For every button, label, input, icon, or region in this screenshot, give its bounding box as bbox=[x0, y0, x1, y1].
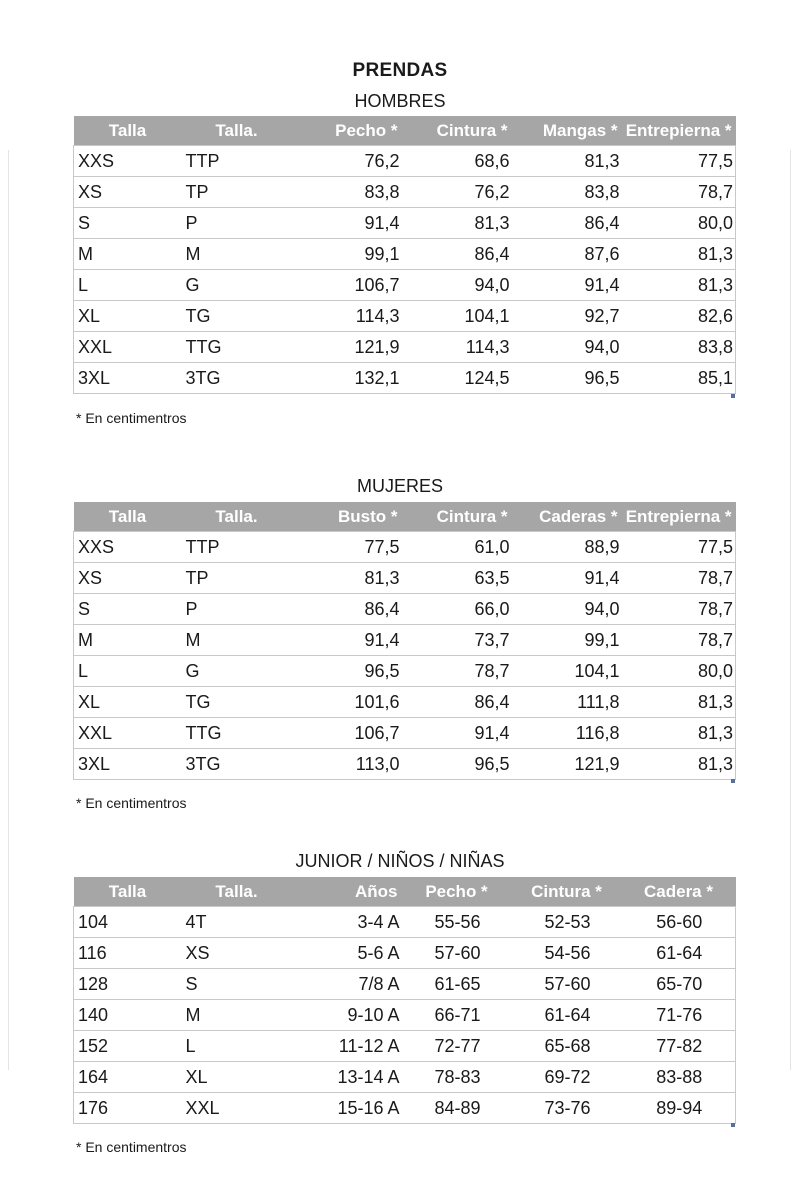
header-caderas: Caderas * bbox=[512, 502, 622, 532]
table-header bbox=[74, 116, 736, 146]
cell-size-alt: TTP bbox=[182, 532, 292, 563]
cell-mangas: 91,4 bbox=[512, 270, 622, 301]
cell-size-alt: 3TG bbox=[182, 363, 292, 394]
cell-size: 104 bbox=[74, 907, 182, 938]
cell-cintura: 104,1 bbox=[402, 301, 512, 332]
cell-entrepierna: 82,6 bbox=[622, 301, 736, 332]
cell-size-alt: G bbox=[182, 270, 292, 301]
cell-mangas: 87,6 bbox=[512, 239, 622, 270]
cell-cadera: 77-82 bbox=[622, 1031, 736, 1062]
cell-size-alt: XS bbox=[182, 938, 292, 969]
cell-cintura: 65-68 bbox=[512, 1031, 622, 1062]
header-pecho: Pecho * bbox=[402, 877, 512, 907]
cell-caderas: 91,4 bbox=[512, 563, 622, 594]
table-row bbox=[74, 532, 736, 563]
table-row bbox=[74, 208, 736, 239]
cell-size-alt: TTP bbox=[182, 146, 292, 177]
cell-pecho: 91,4 bbox=[292, 208, 402, 239]
resize-handle-icon bbox=[731, 394, 735, 398]
cell-size: 128 bbox=[74, 969, 182, 1000]
cell-entrepierna: 85,1 bbox=[622, 363, 736, 394]
cell-size-alt: M bbox=[182, 625, 292, 656]
header-pecho: Pecho * bbox=[292, 116, 402, 146]
cell-pecho: 57-60 bbox=[402, 938, 512, 969]
cell-pecho: 55-56 bbox=[402, 907, 512, 938]
table-body bbox=[74, 146, 736, 394]
cell-size: 152 bbox=[74, 1031, 182, 1062]
cell-size-alt: TG bbox=[182, 687, 292, 718]
cell-entrepierna: 78,7 bbox=[622, 625, 736, 656]
cell-cintura: 96,5 bbox=[402, 749, 512, 780]
size-table-junior bbox=[73, 877, 736, 1124]
table-row bbox=[74, 301, 736, 332]
table-header bbox=[74, 877, 736, 907]
cell-entrepierna: 78,7 bbox=[622, 563, 736, 594]
cell-pecho: 61-65 bbox=[402, 969, 512, 1000]
cell-size: XXL bbox=[74, 332, 182, 363]
cell-entrepierna: 78,7 bbox=[622, 594, 736, 625]
cell-busto: 86,4 bbox=[292, 594, 402, 625]
header-talla: Talla bbox=[74, 502, 182, 532]
cell-cintura: 86,4 bbox=[402, 687, 512, 718]
cell-caderas: 88,9 bbox=[512, 532, 622, 563]
cell-anos: 3-4 A bbox=[292, 907, 402, 938]
cell-entrepierna: 81,3 bbox=[622, 749, 736, 780]
table-header bbox=[74, 502, 736, 532]
cell-size-alt: XL bbox=[182, 1062, 292, 1093]
header-entrepierna: Entrepierna * bbox=[622, 116, 736, 146]
cell-busto: 113,0 bbox=[292, 749, 402, 780]
cell-caderas: 116,8 bbox=[512, 718, 622, 749]
table-row bbox=[74, 1093, 736, 1124]
header-talla-alt: Talla. bbox=[182, 502, 292, 532]
cell-entrepierna: 81,3 bbox=[622, 239, 736, 270]
cell-pecho: 114,3 bbox=[292, 301, 402, 332]
cell-cintura: 73-76 bbox=[512, 1093, 622, 1124]
cell-cadera: 65-70 bbox=[622, 969, 736, 1000]
cell-cintura: 54-56 bbox=[512, 938, 622, 969]
cell-busto: 96,5 bbox=[292, 656, 402, 687]
footnote-mujeres: * En centimentros bbox=[76, 795, 187, 811]
table-row bbox=[74, 749, 736, 780]
header-mangas: Mangas * bbox=[512, 116, 622, 146]
cell-size: 140 bbox=[74, 1000, 182, 1031]
cell-size: M bbox=[74, 239, 182, 270]
cell-cintura: 61,0 bbox=[402, 532, 512, 563]
header-talla: Talla bbox=[74, 877, 182, 907]
cell-busto: 106,7 bbox=[292, 718, 402, 749]
cell-entrepierna: 81,3 bbox=[622, 718, 736, 749]
cell-size-alt: XXL bbox=[182, 1093, 292, 1124]
cell-cadera: 71-76 bbox=[622, 1000, 736, 1031]
cell-cadera: 56-60 bbox=[622, 907, 736, 938]
cell-cintura: 86,4 bbox=[402, 239, 512, 270]
cell-size: XS bbox=[74, 563, 182, 594]
section-title-junior: JUNIOR / NIÑOS / NIÑAS bbox=[295, 851, 505, 871]
section-title-mujeres: MUJERES bbox=[356, 476, 443, 496]
cell-pecho: 132,1 bbox=[292, 363, 402, 394]
cell-pecho: 121,9 bbox=[292, 332, 402, 363]
table-row bbox=[74, 146, 736, 177]
cell-busto: 101,6 bbox=[292, 687, 402, 718]
table-row bbox=[74, 363, 736, 394]
cell-size: XL bbox=[74, 301, 182, 332]
section-title-hombres: HOMBRES bbox=[354, 91, 446, 111]
page-title: PRENDAS bbox=[352, 60, 448, 81]
size-table-mujeres bbox=[73, 502, 736, 780]
cell-mangas: 92,7 bbox=[512, 301, 622, 332]
cell-size-alt: 3TG bbox=[182, 749, 292, 780]
cell-cintura: 63,5 bbox=[402, 563, 512, 594]
cell-size: 176 bbox=[74, 1093, 182, 1124]
cell-size-alt: TTG bbox=[182, 332, 292, 363]
cell-size: XXS bbox=[74, 146, 182, 177]
table-row bbox=[74, 907, 736, 938]
cell-size-alt: G bbox=[182, 656, 292, 687]
cell-pecho: 106,7 bbox=[292, 270, 402, 301]
cell-caderas: 121,9 bbox=[512, 749, 622, 780]
cell-cintura: 69-72 bbox=[512, 1062, 622, 1093]
cell-size-alt: P bbox=[182, 208, 292, 239]
cell-size-alt: TG bbox=[182, 301, 292, 332]
table-row bbox=[74, 177, 736, 208]
cell-mangas: 96,5 bbox=[512, 363, 622, 394]
cell-entrepierna: 78,7 bbox=[622, 177, 736, 208]
header-talla-alt: Talla. bbox=[182, 877, 292, 907]
cell-size-alt: S bbox=[182, 969, 292, 1000]
header-cintura: Cintura * bbox=[512, 877, 622, 907]
cell-cadera: 83-88 bbox=[622, 1062, 736, 1093]
cell-size: XL bbox=[74, 687, 182, 718]
table-row bbox=[74, 1031, 736, 1062]
cell-pecho: 78-83 bbox=[402, 1062, 512, 1093]
cell-cintura: 57-60 bbox=[512, 969, 622, 1000]
size-table-hombres bbox=[73, 116, 736, 394]
cell-cintura: 114,3 bbox=[402, 332, 512, 363]
cell-caderas: 94,0 bbox=[512, 594, 622, 625]
header-talla: Talla bbox=[74, 116, 182, 146]
cell-anos: 13-14 A bbox=[292, 1062, 402, 1093]
resize-handle-icon bbox=[731, 779, 735, 783]
cell-size: 116 bbox=[74, 938, 182, 969]
table-body bbox=[74, 907, 736, 1124]
cell-mangas: 81,3 bbox=[512, 146, 622, 177]
cell-entrepierna: 77,5 bbox=[622, 532, 736, 563]
cell-size: S bbox=[74, 208, 182, 239]
cell-size: XXL bbox=[74, 718, 182, 749]
cell-pecho: 72-77 bbox=[402, 1031, 512, 1062]
header-anos: Años bbox=[292, 877, 402, 907]
cell-size: L bbox=[74, 270, 182, 301]
header-cadera: Cadera * bbox=[622, 877, 736, 907]
cell-cintura: 76,2 bbox=[402, 177, 512, 208]
table-row bbox=[74, 938, 736, 969]
cell-cintura: 52-53 bbox=[512, 907, 622, 938]
cell-size: M bbox=[74, 625, 182, 656]
cell-pecho: 84-89 bbox=[402, 1093, 512, 1124]
header-cintura: Cintura * bbox=[402, 116, 512, 146]
cell-size: 3XL bbox=[74, 363, 182, 394]
cell-caderas: 104,1 bbox=[512, 656, 622, 687]
cell-cintura: 68,6 bbox=[402, 146, 512, 177]
cell-busto: 91,4 bbox=[292, 625, 402, 656]
cell-size: 164 bbox=[74, 1062, 182, 1093]
header-talla-alt: Talla. bbox=[182, 116, 292, 146]
cell-size: XXS bbox=[74, 532, 182, 563]
cell-entrepierna: 81,3 bbox=[622, 687, 736, 718]
cell-size-alt: TP bbox=[182, 563, 292, 594]
header-busto: Busto * bbox=[292, 502, 402, 532]
cell-mangas: 94,0 bbox=[512, 332, 622, 363]
cell-cintura: 124,5 bbox=[402, 363, 512, 394]
cell-anos: 15-16 A bbox=[292, 1093, 402, 1124]
cell-busto: 77,5 bbox=[292, 532, 402, 563]
cell-cintura: 91,4 bbox=[402, 718, 512, 749]
cell-size-alt: TTG bbox=[182, 718, 292, 749]
cell-size: 3XL bbox=[74, 749, 182, 780]
header-cintura: Cintura * bbox=[402, 502, 512, 532]
table-row bbox=[74, 332, 736, 363]
table-row bbox=[74, 718, 736, 749]
cell-anos: 9-10 A bbox=[292, 1000, 402, 1031]
table-row bbox=[74, 687, 736, 718]
cell-entrepierna: 80,0 bbox=[622, 208, 736, 239]
cell-entrepierna: 77,5 bbox=[622, 146, 736, 177]
cell-cintura: 61-64 bbox=[512, 1000, 622, 1031]
resize-handle-icon bbox=[731, 1123, 735, 1127]
cell-entrepierna: 80,0 bbox=[622, 656, 736, 687]
table-row bbox=[74, 270, 736, 301]
cell-busto: 81,3 bbox=[292, 563, 402, 594]
cell-anos: 7/8 A bbox=[292, 969, 402, 1000]
header-entrepierna: Entrepierna * bbox=[622, 502, 736, 532]
page-border-left bbox=[8, 150, 9, 1070]
table-row bbox=[74, 239, 736, 270]
table-row bbox=[74, 1000, 736, 1031]
cell-size: S bbox=[74, 594, 182, 625]
table-row bbox=[74, 656, 736, 687]
cell-mangas: 83,8 bbox=[512, 177, 622, 208]
cell-cadera: 89-94 bbox=[622, 1093, 736, 1124]
cell-size-alt: M bbox=[182, 239, 292, 270]
cell-size-alt: L bbox=[182, 1031, 292, 1062]
cell-cintura: 94,0 bbox=[402, 270, 512, 301]
cell-size-alt: P bbox=[182, 594, 292, 625]
cell-pecho: 66-71 bbox=[402, 1000, 512, 1031]
table-row bbox=[74, 625, 736, 656]
cell-mangas: 86,4 bbox=[512, 208, 622, 239]
cell-size: XS bbox=[74, 177, 182, 208]
table-body bbox=[74, 532, 736, 780]
page-border-right bbox=[790, 150, 791, 1070]
footnote-hombres: * En centimentros bbox=[76, 410, 187, 426]
cell-cintura: 78,7 bbox=[402, 656, 512, 687]
cell-size-alt: 4T bbox=[182, 907, 292, 938]
cell-pecho: 76,2 bbox=[292, 146, 402, 177]
table-row bbox=[74, 1062, 736, 1093]
table-row bbox=[74, 594, 736, 625]
cell-caderas: 99,1 bbox=[512, 625, 622, 656]
cell-pecho: 83,8 bbox=[292, 177, 402, 208]
cell-caderas: 111,8 bbox=[512, 687, 622, 718]
cell-size: L bbox=[74, 656, 182, 687]
cell-entrepierna: 81,3 bbox=[622, 270, 736, 301]
cell-anos: 5-6 A bbox=[292, 938, 402, 969]
cell-size-alt: M bbox=[182, 1000, 292, 1031]
cell-cadera: 61-64 bbox=[622, 938, 736, 969]
cell-size-alt: TP bbox=[182, 177, 292, 208]
cell-cintura: 66,0 bbox=[402, 594, 512, 625]
cell-pecho: 99,1 bbox=[292, 239, 402, 270]
table-row bbox=[74, 563, 736, 594]
cell-cintura: 81,3 bbox=[402, 208, 512, 239]
cell-entrepierna: 83,8 bbox=[622, 332, 736, 363]
table-row bbox=[74, 969, 736, 1000]
cell-anos: 11-12 A bbox=[292, 1031, 402, 1062]
footnote-junior: * En centimentros bbox=[76, 1139, 187, 1155]
cell-cintura: 73,7 bbox=[402, 625, 512, 656]
